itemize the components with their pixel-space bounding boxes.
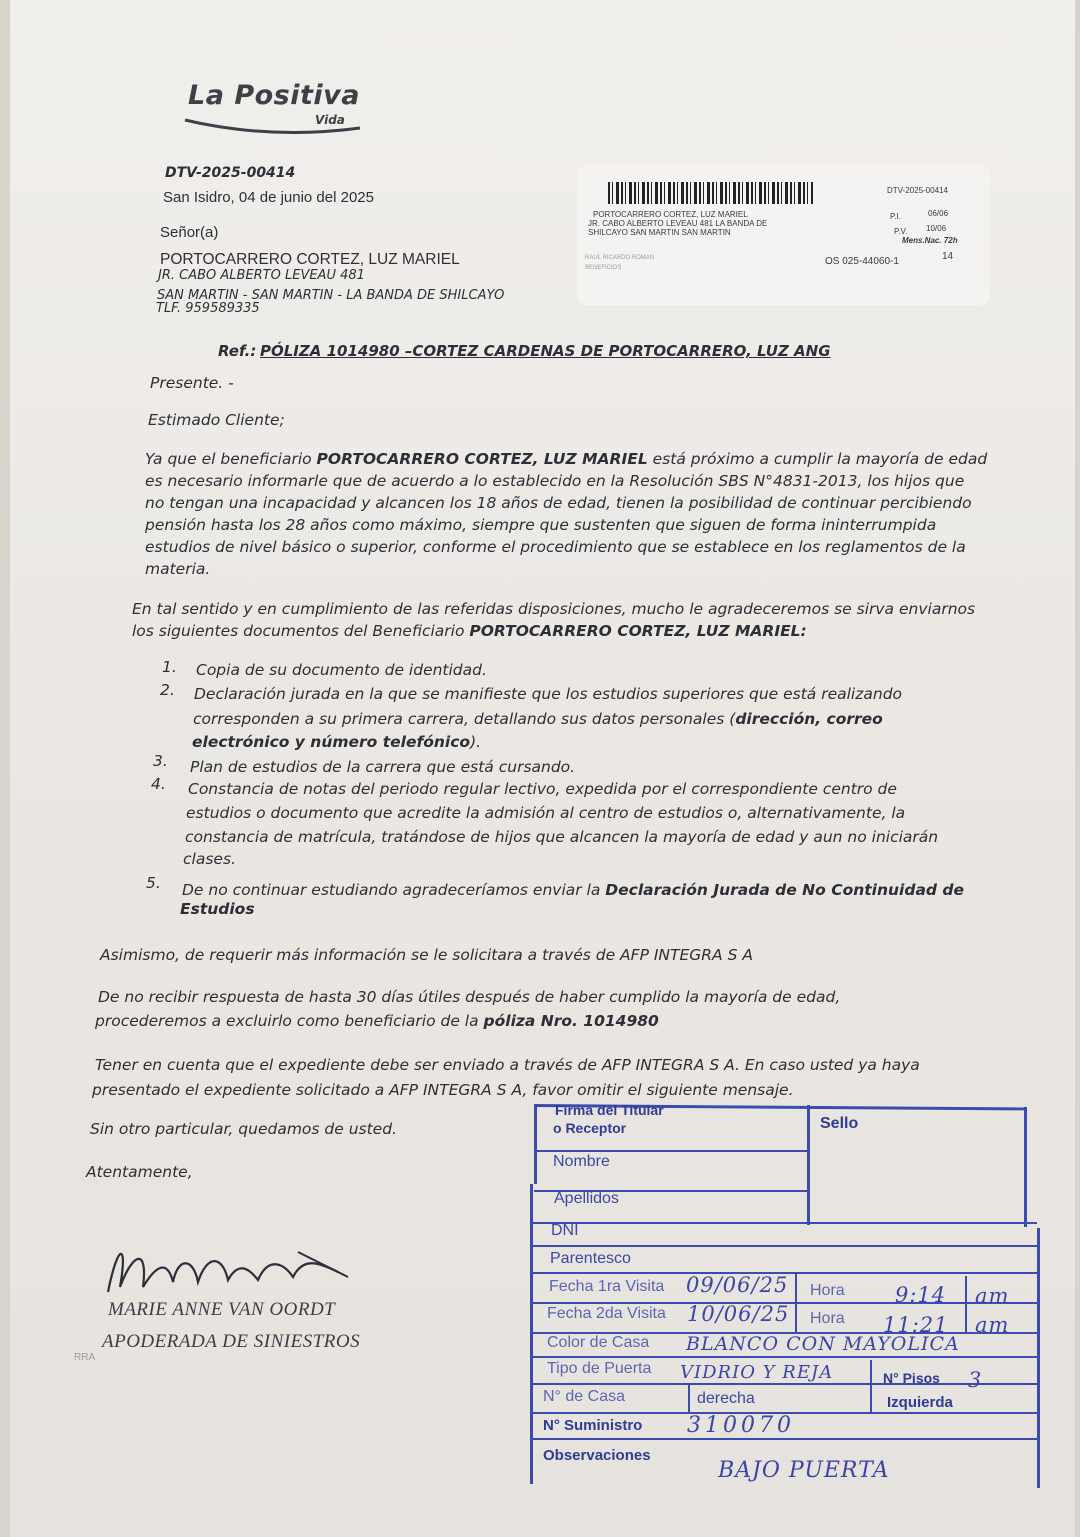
- stamp-fecha2-value: 10/06/25: [687, 1302, 790, 1326]
- place-date: San Isidro, 04 de junio del 2025: [163, 189, 374, 206]
- paragraph-4-policy: póliza Nro. 1014980: [483, 1012, 659, 1030]
- list-num-1: 1.: [162, 658, 177, 676]
- paragraph-5-l1: Tener en cuenta que el expediente debe ser enviado a través de AFP INTEGRA S A. En caso usted ya haya: [95, 1056, 920, 1074]
- recipient-address1: JR. CABO ALBERTO LEVEAU 481: [158, 268, 365, 283]
- paragraph-4-l2: procederemos a excluirlo como beneficiario de la: [95, 1012, 484, 1030]
- label-os-num: 14: [942, 251, 954, 262]
- stamp-parentesco: Parentesco: [550, 1250, 631, 1267]
- list-item-5-l1: De no continuar estudiando agradeceríamos enviar la: [182, 881, 606, 899]
- stamp-hora2: Hora: [810, 1310, 845, 1327]
- list-item-4-l3: constancia de matrícula, tratándose de hijos que alcancen la mayoría de edad y aun no iniciarán: [185, 828, 939, 846]
- list-item-4-l4: clases.: [183, 850, 236, 868]
- label-pv: P.V.: [894, 227, 908, 236]
- list-item-1: Copia de su documento de identidad.: [196, 661, 487, 679]
- p2-beneficiary: PORTOCARRERO CORTEZ, LUZ MARIEL:: [469, 622, 807, 640]
- stamp-ampm2: am: [975, 1313, 1010, 1337]
- stamp-fecha1-value: 09/06/25: [686, 1273, 789, 1297]
- p1-c: está próximo a cumplir la mayoría de edad: [647, 450, 988, 468]
- stamp-observaciones: Observaciones: [543, 1447, 651, 1464]
- stamp-firma: Firma del Titular: [555, 1102, 664, 1118]
- list-item-2-l1: Declaración jurada en la que se manifieste que los estudios superiores que está realizando: [194, 685, 903, 703]
- label-line1: PORTOCARRERO CORTEZ, LUZ MARIEL: [593, 210, 748, 219]
- stamp-derecha: derecha: [697, 1390, 755, 1407]
- brand-logo: La Positiva: [188, 80, 360, 111]
- label-line4: RAUL RICARDO ROMAN: [585, 255, 655, 261]
- paragraph-5-l2: presentado el expediente solicitado a AFP INTEGRA S A, favor omitir el siguiente mensaje.: [92, 1081, 794, 1099]
- stamp-puerta-value: VIDRIO Y REJA: [680, 1362, 834, 1383]
- stamp-puerta: Tipo de Puerta: [547, 1360, 652, 1377]
- paragraph-4-l1: De no recibir respuesta de hasta 30 días útiles después de haber cumplido la mayoría de edad,: [98, 988, 841, 1006]
- label-mens: Mens.Nac. 72h: [902, 236, 958, 245]
- p1-line6: materia.: [145, 560, 211, 578]
- p2-line2a: los siguientes documentos del Beneficiario: [132, 622, 470, 640]
- stamp-color-value: BLANCO CON MAYOLICA: [686, 1333, 960, 1355]
- stamp-fecha1: Fecha 1ra Visita: [549, 1278, 665, 1295]
- letter-page: [10, 0, 1075, 1537]
- stamp-ampm1: am: [975, 1284, 1010, 1308]
- recipient-address2: SAN MARTIN - SAN MARTIN - LA BANDA DE SHILCAYO: [157, 288, 505, 303]
- label-code: DTV-2025-00414: [887, 186, 948, 195]
- list-item-2-l2: corresponden a su primera carrera, detallando sus datos personales (: [193, 710, 736, 728]
- greeting: Estimado Cliente;: [148, 411, 285, 429]
- logo-swoosh-icon: [180, 100, 370, 140]
- list-item-4-l2: estudios o documento que acredite la admisión al centro de estudios o, alternativamente, la: [186, 804, 906, 822]
- p1-a: Ya que el beneficiario: [145, 450, 317, 468]
- closing-1: Sin otro particular, quedamos de usted.: [90, 1120, 397, 1138]
- stamp-hora1-value: 9:14: [895, 1283, 947, 1307]
- list-item-4-l1: Constancia de notas del periodo regular lectivo, expedida por el correspondiente centro de: [188, 780, 897, 798]
- list-item-5-bold: Declaración Jurada de No Continuidad de: [605, 881, 965, 899]
- label-line2: JR. CABO ALBERTO LEVEAU 481 LA BANDA DE: [588, 219, 768, 228]
- stamp-color: Color de Casa: [547, 1334, 650, 1351]
- doc-code: DTV-2025-00414: [165, 165, 296, 181]
- recipient-phone: TLF. 959589335: [156, 301, 260, 316]
- stamp-suministro-value: 310070: [687, 1413, 795, 1438]
- p1-beneficiary: PORTOCARRERO CORTEZ, LUZ MARIEL: [316, 450, 648, 468]
- stamp-pisos: N° Pisos: [883, 1370, 940, 1386]
- paragraph-2: [132, 598, 976, 642]
- stamp-izquierda: Izquierda: [887, 1394, 953, 1411]
- list-num-5: 5.: [146, 874, 161, 892]
- presente: Presente. -: [150, 374, 234, 392]
- signer-name: MARIE ANNE VAN OORDT: [108, 1299, 336, 1320]
- closing-2: Atentamente,: [86, 1163, 193, 1181]
- stamp-sello: Sello: [820, 1115, 859, 1132]
- stamp-dni: DNI: [551, 1222, 579, 1239]
- list-item-3: Plan de estudios de la carrera que está cursando.: [190, 758, 576, 776]
- stamp-suministro: N° Suministro: [543, 1417, 643, 1434]
- recipient-name: PORTOCARRERO CORTEZ, LUZ MARIEL: [160, 251, 460, 268]
- p1-line5: estudios de nivel básico o superior, conforme el procedimiento que se establece en los reglamentos de la: [145, 538, 966, 556]
- p1-line3: no tengan una incapacidad y alcancen los 18 años de edad, tienen la posibilidad de continuar percibiendo: [145, 494, 972, 512]
- list-item-2-bold: dirección, correo: [735, 710, 883, 728]
- label-line5: BENEFICIOS: [585, 265, 622, 271]
- p1-line2: es necesario informarle que de acuerdo a lo establecido en la Resolución SBS N°4831-2013, los hijos que: [145, 472, 965, 490]
- list-num-4: 4.: [151, 775, 166, 793]
- stamp-pisos-value: 3: [968, 1368, 983, 1392]
- list-item-2-end: ).: [470, 733, 482, 751]
- paragraph-3: Asimismo, de requerir más información se le solicitara a través de AFP INTEGRA S A: [100, 946, 753, 964]
- salutation: Señor(a): [160, 224, 219, 241]
- label-os: OS 025-44060-1: [825, 256, 899, 267]
- barcode-icon: [608, 182, 813, 204]
- stamp-observaciones-value: BAJO PUERTA: [718, 1458, 890, 1483]
- list-item-2-l3: electrónico y número telefónico: [192, 733, 471, 751]
- list-num-2: 2.: [160, 681, 175, 699]
- stamp-fecha2: Fecha 2da Visita: [547, 1305, 666, 1322]
- label-pv-val: 10/06: [926, 224, 947, 233]
- p1-line4: pensión hasta los 28 años como máximo, siempre que sustenten que siguen de forma ininterrumpida: [145, 516, 937, 534]
- ref-text: PÓLIZA 1014980 –CORTEZ CARDENAS DE PORTOCARRERO, LUZ ANG: [260, 342, 831, 360]
- label-line3: SHILCAYO SAN MARTIN SAN MARTIN: [588, 228, 731, 237]
- stamp-receptor: o Receptor: [553, 1120, 627, 1136]
- stamp-hora1: Hora: [810, 1282, 845, 1299]
- list-num-3: 3.: [153, 752, 168, 770]
- label-pi: P.I.: [890, 212, 901, 221]
- signer-title: APODERADA DE SINIESTROS: [102, 1331, 361, 1352]
- brand-sub: Vida: [315, 113, 345, 127]
- stamp-hora2-value: 11:21: [883, 1313, 949, 1337]
- paragraph-1: [145, 448, 988, 580]
- label-pi-val: 06/06: [928, 209, 949, 218]
- p2-line1: En tal sentido y en cumplimiento de las referidas disposiciones, mucho le agradeceremos se sirva enviarnos: [132, 600, 976, 618]
- ref-prefix: Ref.:: [218, 342, 257, 360]
- typist-initials: RRA: [74, 1352, 96, 1363]
- stamp-apellidos: Apellidos: [554, 1190, 619, 1207]
- stamp-nombre: Nombre: [553, 1153, 610, 1170]
- stamp-ncasa: N° de Casa: [543, 1388, 625, 1405]
- list-item-5-l3: Estudios: [180, 900, 255, 918]
